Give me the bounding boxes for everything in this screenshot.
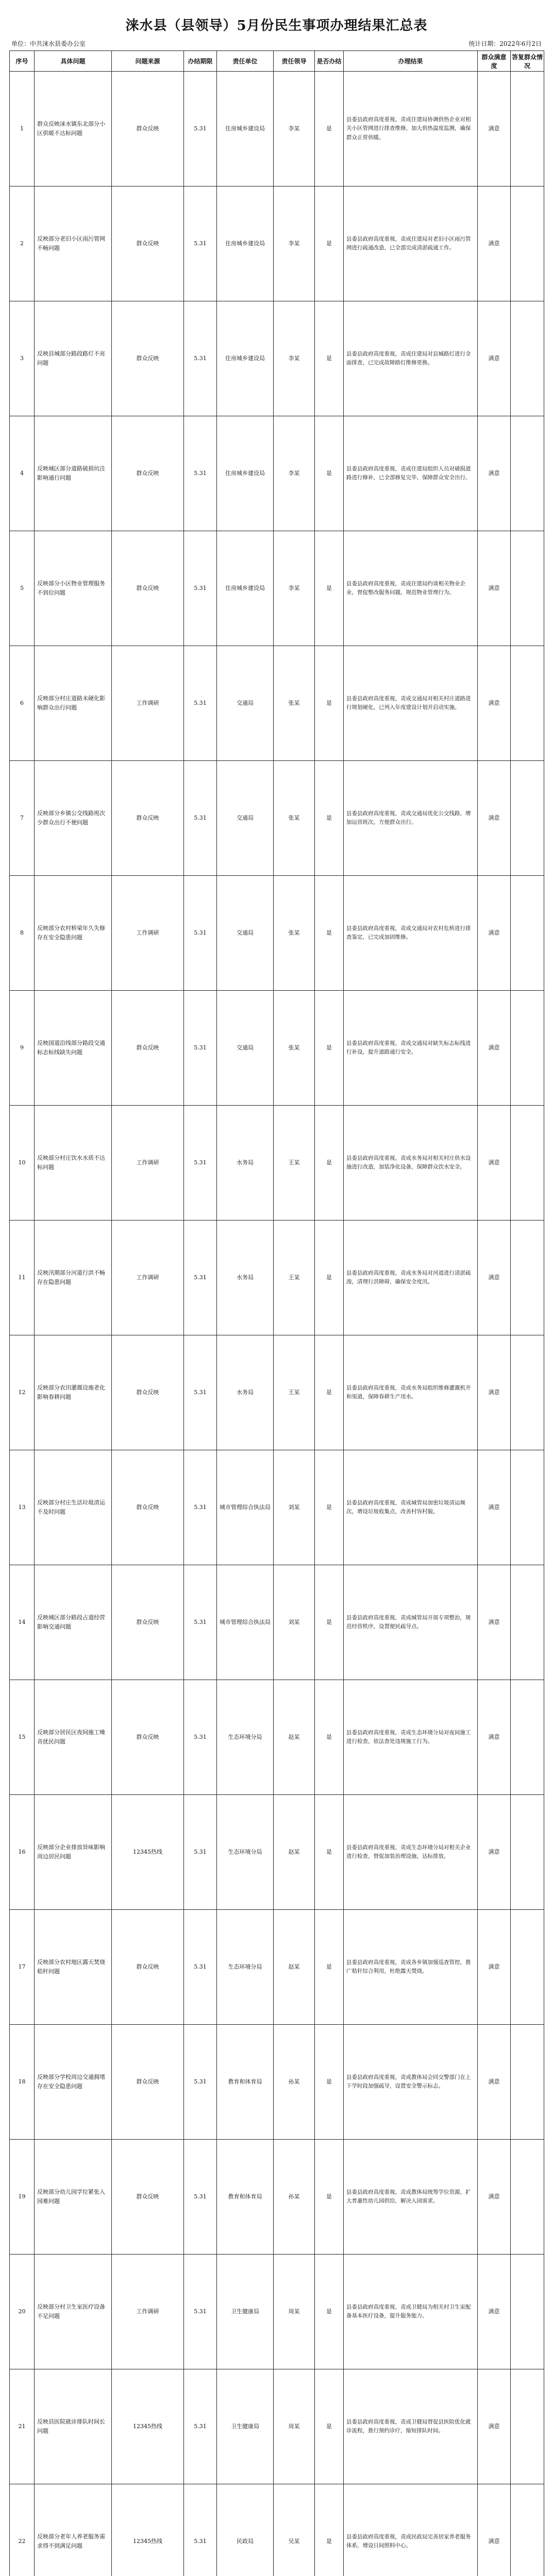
row-content: 反映部分乡镇公交线路班次少群众出行不便问题 (35, 761, 112, 876)
row-leader: 赵某 (274, 1910, 315, 2025)
row-content: 反映部分村卫生室医疗设备不足问题 (35, 2255, 112, 2369)
row-unit: 交通局 (217, 991, 274, 1106)
table-body (10, 72, 544, 2576)
row-satisfaction: 满意 (478, 1106, 511, 1221)
row-done: 是 (315, 1795, 344, 1910)
row-source: 群众反映 (112, 2025, 184, 2140)
header-leader: 责任领导 (274, 51, 315, 72)
row-result: 县委县政府高度重视，责成城管局开展专项整治，规范经营秩序，设置便民疏导点。 (344, 1565, 478, 1680)
row-content: 反映部分农村地区露天焚烧秸秆问题 (35, 1910, 112, 2025)
row-done: 是 (315, 1221, 344, 1335)
row-unit: 交通局 (217, 876, 274, 991)
row-content: 反映国道沿线部分路段交通标志标线缺失问题 (35, 991, 112, 1106)
row-leader: 王某 (274, 1335, 315, 1450)
row-content: 反映部分居民区夜间施工噪音扰民问题 (35, 1680, 112, 1795)
row-result: 县委县政府高度重视，责成住建局对老旧小区雨污管网进行疏通改造，已全部完成清淤疏通工作。 (344, 187, 478, 301)
row-leader: 张某 (274, 876, 315, 991)
table-row (10, 761, 544, 876)
row-source: 工作调研 (112, 876, 184, 991)
row-source: 群众反映 (112, 301, 184, 416)
row-deadline: 5.31 (184, 1221, 217, 1335)
row-source: 群众反映 (112, 1910, 184, 2025)
row-reply (511, 761, 544, 876)
row-source: 群众反映 (112, 1565, 184, 1680)
row-leader: 李某 (274, 301, 315, 416)
row-deadline: 5.31 (184, 876, 217, 991)
row-satisfaction: 满意 (478, 1565, 511, 1680)
row-deadline: 5.31 (184, 991, 217, 1106)
row-done: 是 (315, 991, 344, 1106)
row-no: 17 (10, 1910, 35, 2025)
row-satisfaction: 满意 (478, 1795, 511, 1910)
row-done: 是 (315, 2369, 344, 2484)
row-leader: 孙某 (274, 2025, 315, 2140)
row-content: 反映城区部分道路破损坑洼影响通行问题 (35, 416, 112, 531)
row-deadline: 5.31 (184, 416, 217, 531)
row-satisfaction: 满意 (478, 876, 511, 991)
table-row (10, 2484, 544, 2576)
row-reply (511, 2255, 544, 2369)
row-done: 是 (315, 187, 344, 301)
row-result: 县委县政府高度重视，责成住建局对县城路灯进行全面排查，已完成故障路灯维修更换。 (344, 301, 478, 416)
row-deadline: 5.31 (184, 761, 217, 876)
row-reply (511, 531, 544, 646)
row-no: 19 (10, 2140, 35, 2255)
row-done: 是 (315, 1335, 344, 1450)
table-header-row (10, 51, 544, 72)
row-reply (511, 72, 544, 187)
row-leader: 李某 (274, 187, 315, 301)
row-leader: 王某 (274, 1221, 315, 1335)
row-deadline: 5.31 (184, 72, 217, 187)
row-source: 群众反映 (112, 416, 184, 531)
row-result: 县委县政府高度重视，责成各乡镇加强巡查管控，推广秸秆综合利用，杜绝露天焚烧。 (344, 1910, 478, 2025)
table-row (10, 991, 544, 1106)
row-satisfaction: 满意 (478, 991, 511, 1106)
row-content: 反映部分老旧小区雨污管网不畅问题 (35, 187, 112, 301)
header-content: 具体问题 (35, 51, 112, 72)
row-content: 反映城区部分路段占道经营影响交通问题 (35, 1565, 112, 1680)
row-no: 2 (10, 187, 35, 301)
row-leader: 赵某 (274, 1680, 315, 1795)
row-leader: 周某 (274, 2255, 315, 2369)
row-leader: 周某 (274, 2369, 315, 2484)
row-result: 县委县政府高度重视，责成交通局优化公交线路，增加运营班次，方便群众出行。 (344, 761, 478, 876)
row-leader: 张某 (274, 991, 315, 1106)
row-done: 是 (315, 876, 344, 991)
header-satisfaction: 群众满意度 (478, 51, 511, 72)
row-result: 县委县政府高度重视，责成交通局对农村危桥进行排查鉴定，已完成加固维修。 (344, 876, 478, 991)
row-unit: 生态环境分局 (217, 1910, 274, 2025)
row-content: 反映部分学校周边交通拥堵存在安全隐患问题 (35, 2025, 112, 2140)
row-satisfaction: 满意 (478, 2140, 511, 2255)
row-reply (511, 1106, 544, 1221)
row-done: 是 (315, 1910, 344, 2025)
row-unit: 住房城乡建设局 (217, 301, 274, 416)
row-done: 是 (315, 531, 344, 646)
row-reply (511, 187, 544, 301)
row-unit: 水务局 (217, 1335, 274, 1450)
row-done: 是 (315, 2140, 344, 2255)
row-reply (511, 876, 544, 991)
row-source: 群众反映 (112, 2140, 184, 2255)
row-content: 反映部分企业排放异味影响周边居民问题 (35, 1795, 112, 1910)
row-result: 县委县政府高度重视，责成城管局加密垃圾清运频次，增设垃圾收集点，改善村容村貌。 (344, 1450, 478, 1565)
row-reply (511, 416, 544, 531)
row-leader: 刘某 (274, 1565, 315, 1680)
table-row (10, 1450, 544, 1565)
row-content: 反映部分小区物业管理服务不到位问题 (35, 531, 112, 646)
row-deadline: 5.31 (184, 1335, 217, 1450)
row-result: 县委县政府高度重视，责成住建局协调供热企业对相关小区管网进行排查维修，加大供热温度监测，确保群众正常供暖。 (344, 72, 478, 187)
row-no: 14 (10, 1565, 35, 1680)
row-deadline: 5.31 (184, 301, 217, 416)
row-unit: 水务局 (217, 1221, 274, 1335)
stat-date: 统计日期：2022年6月2日 (468, 40, 542, 47)
row-unit: 城市管理综合执法局 (217, 1565, 274, 1680)
row-result: 县委县政府高度重视，责成卫健局督促县医院优化就诊流程，推行预约诊疗，缩短排队时间。 (344, 2369, 478, 2484)
header-source: 问题来源 (112, 51, 184, 72)
row-deadline: 5.31 (184, 1795, 217, 1910)
row-deadline: 5.31 (184, 2140, 217, 2255)
row-deadline: 5.31 (184, 1565, 217, 1680)
row-source: 工作调研 (112, 646, 184, 761)
document-title: 涞水县（县领导）5月份民生事项办理结果汇总表 (125, 18, 428, 33)
row-content: 群众反映涞水镇东北部分小区供暖不达标问题 (35, 72, 112, 187)
row-deadline: 5.31 (184, 2255, 217, 2369)
table-row (10, 1910, 544, 2025)
row-content: 反映部分幼儿园学位紧张入园难问题 (35, 2140, 112, 2255)
row-unit: 住房城乡建设局 (217, 187, 274, 301)
row-deadline: 5.31 (184, 1450, 217, 1565)
row-done: 是 (315, 1565, 344, 1680)
row-result: 县委县政府高度重视，责成生态环境分局对相关企业进行检查，督促加装治理设施，达标排放。 (344, 1795, 478, 1910)
row-deadline: 5.31 (184, 187, 217, 301)
row-no: 12 (10, 1335, 35, 1450)
table-row (10, 1565, 544, 1680)
summary-table (9, 50, 544, 2576)
row-no: 1 (10, 72, 35, 187)
row-satisfaction: 满意 (478, 1680, 511, 1795)
row-reply (511, 1565, 544, 1680)
row-done: 是 (315, 2025, 344, 2140)
row-unit: 民政局 (217, 2484, 274, 2576)
row-result: 县委县政府高度重视，责成住建局组织人员对破损道路进行修补，已全部修复完毕，保障群众安全出行。 (344, 416, 478, 531)
table-row (10, 187, 544, 301)
header-deadline: 办结期限 (184, 51, 217, 72)
row-done: 是 (315, 1450, 344, 1565)
row-source: 工作调研 (112, 1106, 184, 1221)
row-deadline: 5.31 (184, 2484, 217, 2576)
table-row (10, 1795, 544, 1910)
row-deadline: 5.31 (184, 2025, 217, 2140)
row-result: 县委县政府高度重视，责成教体局会同交警部门在上下学时段加强疏导，设置安全警示标志。 (344, 2025, 478, 2140)
row-unit: 水务局 (217, 1106, 274, 1221)
table-row (10, 301, 544, 416)
row-leader: 张某 (274, 646, 315, 761)
row-result: 县委县政府高度重视，责成水务局对相关村庄供水设施进行改造，加装净化设备，保障群众饮水安全。 (344, 1106, 478, 1221)
row-no: 3 (10, 301, 35, 416)
row-deadline: 5.31 (184, 1680, 217, 1795)
row-satisfaction: 满意 (478, 761, 511, 876)
row-no: 10 (10, 1106, 35, 1221)
row-source: 群众反映 (112, 1450, 184, 1565)
row-content: 反映部分农田灌溉设施老化影响春耕问题 (35, 1335, 112, 1450)
table-row (10, 72, 544, 187)
row-leader: 李某 (274, 531, 315, 646)
row-source: 群众反映 (112, 761, 184, 876)
row-no: 16 (10, 1795, 35, 1910)
row-result: 县委县政府高度重视，责成教体局统筹学位资源，扩大普惠性幼儿园供给，解决入园需求。 (344, 2140, 478, 2255)
row-result: 县委县政府高度重视，责成生态环境分局对夜间施工进行检查，依法查处违规施工行为。 (344, 1680, 478, 1795)
row-content: 反映部分村庄饮水水质不达标问题 (35, 1106, 112, 1221)
row-source: 群众反映 (112, 1680, 184, 1795)
row-no: 20 (10, 2255, 35, 2369)
row-content: 反映部分农村桥梁年久失修存在安全隐患问题 (35, 876, 112, 991)
row-no: 4 (10, 416, 35, 531)
table-row (10, 1221, 544, 1335)
row-result: 县委县政府高度重视，责成交通局对相关村庄道路进行规划硬化，已列入年度建设计划并启动实施。 (344, 646, 478, 761)
row-reply (511, 1680, 544, 1795)
row-satisfaction: 满意 (478, 301, 511, 416)
header-unit: 责任单位 (217, 51, 274, 72)
row-reply (511, 2484, 544, 2576)
row-leader: 刘某 (274, 1450, 315, 1565)
row-satisfaction: 满意 (478, 2484, 511, 2576)
row-result: 县委县政府高度重视，责成水务局组织维修灌溉机井和渠道，保障春耕生产用水。 (344, 1335, 478, 1450)
row-satisfaction: 满意 (478, 2025, 511, 2140)
row-done: 是 (315, 646, 344, 761)
row-unit: 教育和体育局 (217, 2025, 274, 2140)
row-satisfaction: 满意 (478, 1450, 511, 1565)
row-source: 群众反映 (112, 187, 184, 301)
row-unit: 生态环境分局 (217, 1795, 274, 1910)
row-content: 反映汛期部分河道行洪不畅存在隐患问题 (35, 1221, 112, 1335)
row-result: 县委县政府高度重视，责成住建局约谈相关物业企业，督促整改服务问题，规范物业管理行为。 (344, 531, 478, 646)
row-content: 反映部分村庄道路未硬化影响群众出行问题 (35, 646, 112, 761)
meta-bar (9, 37, 544, 50)
row-reply (511, 1335, 544, 1450)
row-leader: 李某 (274, 72, 315, 187)
row-no: 13 (10, 1450, 35, 1565)
row-unit: 交通局 (217, 761, 274, 876)
row-reply (511, 301, 544, 416)
row-satisfaction: 满意 (478, 2255, 511, 2369)
row-content: 反映部分村庄生活垃圾清运不及时问题 (35, 1450, 112, 1565)
row-result: 县委县政府高度重视，责成卫健局为相关村卫生室配备基本医疗设备，提升服务能力。 (344, 2255, 478, 2369)
table-row (10, 2140, 544, 2255)
row-no: 8 (10, 876, 35, 991)
row-reply (511, 991, 544, 1106)
row-satisfaction: 满意 (478, 416, 511, 531)
row-done: 是 (315, 1106, 344, 1221)
row-no: 9 (10, 991, 35, 1106)
row-deadline: 5.31 (184, 1106, 217, 1221)
table-row (10, 2369, 544, 2484)
row-done: 是 (315, 1680, 344, 1795)
row-reply (511, 2369, 544, 2484)
row-result: 县委县政府高度重视，责成交通局对缺失标志标线进行补设，提升道路通行安全。 (344, 991, 478, 1106)
row-leader: 王某 (274, 1106, 315, 1221)
row-satisfaction: 满意 (478, 1910, 511, 2025)
row-source: 工作调研 (112, 2255, 184, 2369)
row-done: 是 (315, 416, 344, 531)
row-result: 县委县政府高度重视，责成水务局对河道进行清淤疏浚，清理行洪障碍，确保安全度汛。 (344, 1221, 478, 1335)
header-result: 办理结果 (344, 51, 478, 72)
row-unit: 城市管理综合执法局 (217, 1450, 274, 1565)
row-content: 反映县城部分路段路灯不亮问题 (35, 301, 112, 416)
row-no: 6 (10, 646, 35, 761)
row-deadline: 5.31 (184, 2369, 217, 2484)
row-done: 是 (315, 2255, 344, 2369)
row-reply (511, 2140, 544, 2255)
row-content: 反映部分老年人养老服务需求得不到满足问题 (35, 2484, 112, 2576)
row-deadline: 5.31 (184, 531, 217, 646)
row-content: 反映县医院就诊排队时间长问题 (35, 2369, 112, 2484)
row-satisfaction: 满意 (478, 1221, 511, 1335)
row-source: 12345热线 (112, 2484, 184, 2576)
header-reply: 答复群众情况 (511, 51, 544, 72)
table-row (10, 2255, 544, 2369)
row-satisfaction: 满意 (478, 531, 511, 646)
row-satisfaction: 满意 (478, 1335, 511, 1450)
row-unit: 住房城乡建设局 (217, 531, 274, 646)
row-deadline: 5.31 (184, 1910, 217, 2025)
row-no: 7 (10, 761, 35, 876)
row-source: 群众反映 (112, 72, 184, 187)
row-source: 群众反映 (112, 991, 184, 1106)
row-deadline: 5.31 (184, 646, 217, 761)
row-reply (511, 2025, 544, 2140)
row-satisfaction: 满意 (478, 646, 511, 761)
row-unit: 生态环境分局 (217, 1680, 274, 1795)
row-source: 12345热线 (112, 1795, 184, 1910)
row-leader: 吴某 (274, 2484, 315, 2576)
row-no: 22 (10, 2484, 35, 2576)
row-reply (511, 1450, 544, 1565)
table-row (10, 646, 544, 761)
row-source: 12345热线 (112, 2369, 184, 2484)
table-row (10, 876, 544, 991)
row-source: 工作调研 (112, 1221, 184, 1335)
header-no: 序号 (10, 51, 35, 72)
row-unit: 住房城乡建设局 (217, 72, 274, 187)
row-done: 是 (315, 301, 344, 416)
row-satisfaction: 满意 (478, 72, 511, 187)
row-done: 是 (315, 761, 344, 876)
row-leader: 赵某 (274, 1795, 315, 1910)
row-done: 是 (315, 2484, 344, 2576)
row-unit: 住房城乡建设局 (217, 416, 274, 531)
row-reply (511, 1910, 544, 2025)
row-satisfaction: 满意 (478, 2369, 511, 2484)
row-leader: 李某 (274, 416, 315, 531)
row-reply (511, 1795, 544, 1910)
row-no: 11 (10, 1221, 35, 1335)
table-row (10, 416, 544, 531)
table-row (10, 1680, 544, 1795)
row-satisfaction: 满意 (478, 187, 511, 301)
row-done: 是 (315, 72, 344, 187)
issuing-unit: 单位：中共涞水县委办公室 (11, 40, 86, 47)
table-row (10, 1106, 544, 1221)
row-unit: 交通局 (217, 646, 274, 761)
row-no: 18 (10, 2025, 35, 2140)
row-reply (511, 1221, 544, 1335)
table-row (10, 531, 544, 646)
row-leader: 孙某 (274, 2140, 315, 2255)
table-row (10, 2025, 544, 2140)
row-no: 5 (10, 531, 35, 646)
row-unit: 教育和体育局 (217, 2140, 274, 2255)
table-row (10, 1335, 544, 1450)
row-source: 群众反映 (112, 531, 184, 646)
row-unit: 卫生健康局 (217, 2369, 274, 2484)
row-reply (511, 646, 544, 761)
row-no: 21 (10, 2369, 35, 2484)
header-done: 是否办结 (315, 51, 344, 72)
row-result: 县委县政府高度重视，责成民政局完善居家养老服务体系，增设日间照料中心。 (344, 2484, 478, 2576)
row-source: 群众反映 (112, 1335, 184, 1450)
row-leader: 张某 (274, 761, 315, 876)
row-no: 15 (10, 1680, 35, 1795)
row-unit: 卫生健康局 (217, 2255, 274, 2369)
